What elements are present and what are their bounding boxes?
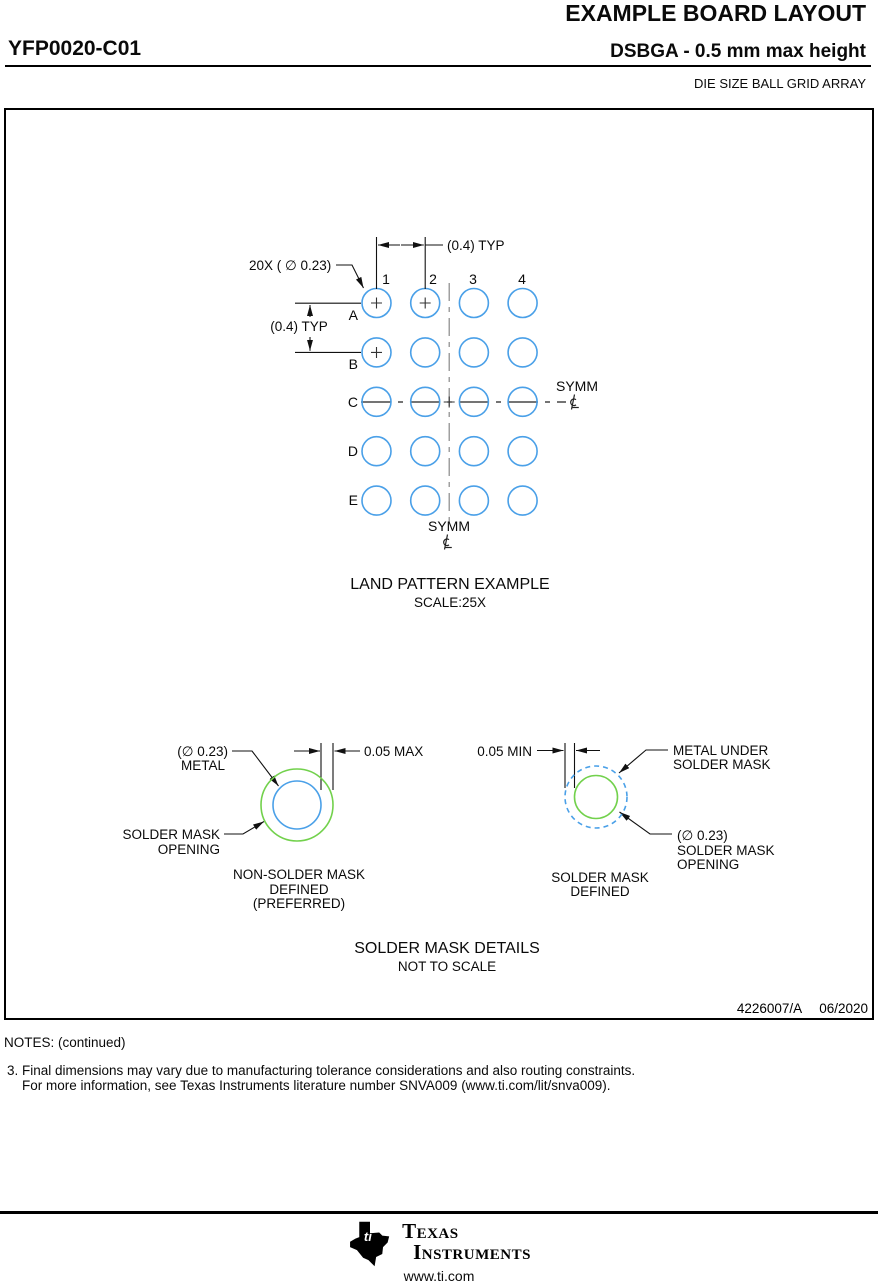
brand-line-1: Texas bbox=[402, 1219, 459, 1243]
ball-pad-B2 bbox=[411, 338, 440, 367]
pad-center-cross-marks bbox=[371, 298, 455, 408]
metal-leader bbox=[232, 751, 279, 786]
nsmd-caption-line2: DEFINED bbox=[269, 882, 329, 897]
nsmd-metal-pad-circle bbox=[273, 781, 321, 829]
note-3-line2: For more information, see Texas Instruments literature number SNVA009 (www.ti.com/lit/snva009). bbox=[22, 1078, 611, 1093]
centerline-symbol-right bbox=[571, 395, 579, 410]
ball-pad-A4 bbox=[508, 289, 537, 318]
smd-gap-dimension: 0.05 MIN bbox=[477, 744, 532, 759]
smd-opening-callout-line3: OPENING bbox=[677, 857, 740, 872]
nsmd-solder-mask-opening-circle bbox=[261, 769, 333, 841]
package-family: DIE SIZE BALL GRID ARRAY bbox=[694, 76, 866, 91]
ball-pad-D3 bbox=[459, 437, 488, 466]
smd-opening-callout-line2: SOLDER MASK bbox=[677, 843, 775, 858]
solder-mask-details-scale: NOT TO SCALE bbox=[397, 959, 497, 974]
notes-heading: NOTES: (continued) bbox=[4, 1035, 126, 1050]
row-label-c: C bbox=[347, 394, 358, 410]
row-label-e: E bbox=[348, 492, 358, 508]
smd-solder-mask-opening-circle bbox=[575, 776, 618, 819]
land-pattern-title: LAND PATTERN EXAMPLE bbox=[350, 576, 550, 593]
ti-url: www.ti.com bbox=[403, 1268, 475, 1284]
centerline-symbol-bottom bbox=[444, 535, 452, 550]
row-label-b: B bbox=[348, 356, 358, 372]
opening-leader bbox=[224, 822, 264, 835]
symm-label-right: SYMM bbox=[556, 378, 598, 394]
row-label-a: A bbox=[348, 307, 358, 323]
nsmd-metal-callout-line1: (∅ 0.23) bbox=[177, 744, 228, 759]
ball-pad-E3 bbox=[459, 486, 488, 515]
pitch-h-label: (0.4) TYP bbox=[447, 238, 505, 253]
smd-caption-line1: SOLDER MASK bbox=[551, 870, 649, 885]
symm-label-bottom: SYMM bbox=[428, 518, 470, 534]
nsmd-gap-dimension: 0.05 MAX bbox=[364, 744, 424, 759]
ball-pad-B3 bbox=[459, 338, 488, 367]
ball-pad-E4 bbox=[508, 486, 537, 515]
texas-map-icon bbox=[347, 1221, 393, 1267]
row-label-d: D bbox=[347, 443, 358, 459]
smd-metal-callout-line1: METAL UNDER bbox=[673, 743, 769, 758]
revision-date: 06/2020 bbox=[819, 1001, 868, 1016]
ti-wordmark bbox=[402, 1221, 531, 1263]
nsmd-opening-callout-line1: SOLDER MASK bbox=[122, 827, 220, 842]
nsmd-opening-callout-line2: OPENING bbox=[157, 842, 220, 857]
footer-rule bbox=[0, 1211, 878, 1214]
document-number: 4226007/A bbox=[736, 1001, 802, 1016]
ball-pad-D4 bbox=[508, 437, 537, 466]
metal-under-leader bbox=[619, 750, 668, 773]
col-label-1: 1 bbox=[382, 271, 390, 287]
package-subtitle: DSBGA - 0.5 mm max height bbox=[610, 41, 866, 62]
ball-pad-E1 bbox=[362, 486, 391, 515]
ball-pad-D1 bbox=[362, 437, 391, 466]
pad-callout-label: 20X ( ∅ 0.23) bbox=[249, 258, 332, 273]
ti-logo bbox=[0, 1221, 878, 1267]
svg-text:ti: ti bbox=[363, 1228, 372, 1244]
pad-callout-leader bbox=[336, 265, 364, 288]
ball-pad-B4 bbox=[508, 338, 537, 367]
ball-pad-D2 bbox=[411, 437, 440, 466]
smd-opening-callout-line1: (∅ 0.23) bbox=[677, 828, 728, 843]
nsmd-metal-callout-line2: METAL bbox=[180, 758, 225, 773]
nsmd-caption-line1: NON-SOLDER MASK bbox=[232, 867, 366, 882]
note-3-line1: 3. Final dimensions may vary due to manufacturing tolerance considerations and also routing constraints. bbox=[7, 1063, 636, 1078]
page-title: EXAMPLE BOARD LAYOUT bbox=[565, 0, 866, 26]
col-label-3: 3 bbox=[469, 271, 477, 287]
smd-caption-line2: DEFINED bbox=[570, 884, 630, 899]
pitch-v-label: (0.4) TYP bbox=[270, 319, 328, 334]
smd-metal-callout-line2: SOLDER MASK bbox=[673, 757, 771, 772]
opening-leader bbox=[620, 812, 673, 834]
land-pattern-scale: SCALE:25X bbox=[413, 595, 487, 610]
solder-mask-details-title: SOLDER MASK DETAILS bbox=[354, 940, 540, 957]
col-label-4: 4 bbox=[518, 271, 526, 287]
ball-pad-E2 bbox=[411, 486, 440, 515]
part-number: YFP0020-C01 bbox=[8, 37, 142, 60]
ball-pad-A3 bbox=[459, 289, 488, 318]
title-block bbox=[723, 1001, 868, 1016]
nsmd-caption-line3: (PREFERRED) bbox=[252, 896, 346, 911]
col-label-2: 2 bbox=[429, 271, 437, 287]
brand-line-2: Instruments bbox=[413, 1240, 531, 1264]
